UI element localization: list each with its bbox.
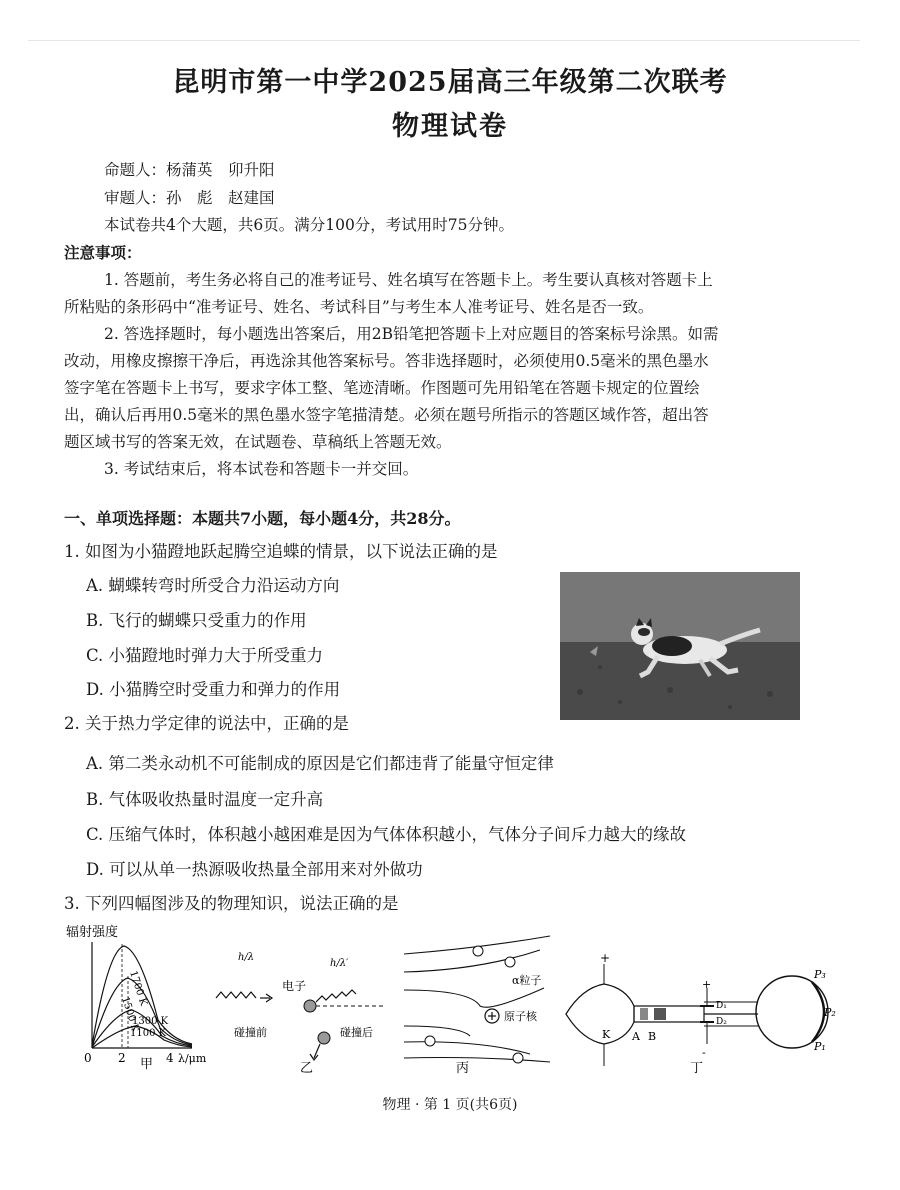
q1-option-b: B. 飞行的蝴蝶只受重力的作用 <box>86 611 307 630</box>
figure-caption: 甲 <box>140 1057 154 1070</box>
notes-heading: 注意事项： <box>64 243 142 262</box>
figure-caption: 乙 <box>300 1061 314 1074</box>
notes-line: 所粘贴的条形码中“准考证号、姓名、考试科目”与考生本人准考证号、姓名是否一致。 <box>64 298 654 316</box>
page-footer: 物理 · 第 1 页(共6页) <box>382 1097 518 1113</box>
figure-ding-cathode-ray-tube <box>562 948 848 1074</box>
electron-label: 电子 <box>282 979 307 993</box>
curve-label: 1700 K <box>127 969 149 1008</box>
question-3-stem: 3. 下列四幅图涉及的物理知识，说法正确的是 <box>64 894 399 913</box>
tick-label: 0 <box>84 1051 92 1065</box>
top-divider <box>28 40 860 41</box>
tick-label: 2 <box>118 1051 126 1065</box>
notes-line: 1. 答题前，考生务必将自己的准考证号、姓名填写在答题卡上。考生要认真核对答题卡上 <box>104 271 713 289</box>
authors-line: 命题人：杨蒲英 卯升阳 <box>104 161 275 179</box>
question-2-stem: 2. 关于热力学定律的说法中，正确的是 <box>64 714 349 733</box>
q2-option-c: C. 压缩气体时，体积越小越困难是因为气体体积越小，气体分子间斥力越大的缘故 <box>86 825 687 844</box>
q1-option-a: A. 蝴蝶转弯时所受合力沿运动方向 <box>86 576 340 595</box>
q2-option-a: A. 第二类永动机不可能制成的原因是它们都违背了能量守恒定律 <box>86 754 554 773</box>
label-k: K <box>602 1028 611 1041</box>
svg-text:-: - <box>702 1046 706 1059</box>
label-p3: P₃ <box>814 968 826 981</box>
curve-label: 1100 K <box>130 1028 167 1039</box>
curve-label: 1500 K <box>119 995 141 1034</box>
figure-caption: 丙 <box>456 1061 470 1074</box>
tick-label: 4 <box>166 1051 174 1065</box>
reviewers-line: 审题人：孙 彪 赵建国 <box>104 189 275 207</box>
label-b: B <box>648 1030 657 1043</box>
figure-caption: 丁 <box>690 1061 704 1074</box>
alpha-label: α粒子 <box>512 974 542 987</box>
before-label: 碰撞前 <box>234 1026 267 1039</box>
figure-jia-ylabel: 辐射强度 <box>66 925 119 940</box>
curve-label: 1300 K <box>132 1016 169 1027</box>
svg-text:+: + <box>702 978 712 991</box>
label-a: A <box>632 1030 640 1043</box>
notes-line: 改动，用橡皮擦擦干净后，再选涂其他答案标号。答非选择题时，必须使用0.5毫米的黑色墨水 <box>64 352 709 370</box>
notes-line: 2. 答选择题时，每小题选出答案后，用2B铅笔把答题卡上对应题目的答案标号涂黑。如需 <box>104 325 719 343</box>
notes-line: 签字笔在答题卡上书写，要求字体工整、笔迹清晰。作图题可先用铅笔在答题卡规定的位置绘 <box>64 379 700 397</box>
figure-bing-alpha-scattering <box>400 930 560 1074</box>
figure-jia-blackbody <box>62 920 212 1070</box>
exam-subject: 物理试卷 <box>392 111 508 142</box>
figure-yi-compton <box>212 940 392 1074</box>
question-1-stem: 1. 如图为小猫蹬地跃起腾空追蝶的情景，以下说法正确的是 <box>64 542 498 561</box>
photon-in-label: h/λ <box>238 952 255 963</box>
photon-out-label: h/λ′ <box>330 958 349 969</box>
plus-label: + <box>600 951 611 965</box>
notes-line: 题区域书写的答案无效，在试题卷、草稿纸上答题无效。 <box>64 433 452 451</box>
exam-title: 昆明市第一中学2025届高三年级第二次联考 <box>172 67 728 98</box>
q2-option-d: D. 可以从单一热源吸收热量全部用来对外做功 <box>86 860 423 879</box>
figure-jia-xlabel: λ/μm <box>178 1052 207 1065</box>
notes-line: 出，确认后再用0.5毫米的黑色墨水签字笔描清楚。必须在题号所指示的答题区域作答，超出答 <box>64 406 709 424</box>
after-label: 碰撞后 <box>340 1026 373 1039</box>
cat-chasing-butterfly-photo <box>560 572 800 720</box>
notes-line: 3. 考试结束后，将本试卷和答题卡一并交回。 <box>104 460 419 478</box>
exam-info-line: 本试卷共4个大题，共6页。满分100分，考试用时75分钟。 <box>104 216 515 234</box>
nucleus-label: 原子核 <box>504 1010 537 1023</box>
q2-option-b: B. 气体吸收热量时温度一定升高 <box>86 790 324 809</box>
section-heading: 一、单项选择题：本题共7小题，每小题4分，共28分。 <box>64 509 461 528</box>
label-d2: D₂ <box>716 1017 727 1027</box>
label-p2: P₂ <box>824 1006 836 1019</box>
q1-option-c: C. 小猫蹬地时弹力大于所受重力 <box>86 646 324 665</box>
q1-option-d: D. 小猫腾空时受重力和弹力的作用 <box>86 680 341 699</box>
label-d1: D₁ <box>716 1001 727 1011</box>
label-p1: P₁ <box>814 1040 826 1053</box>
